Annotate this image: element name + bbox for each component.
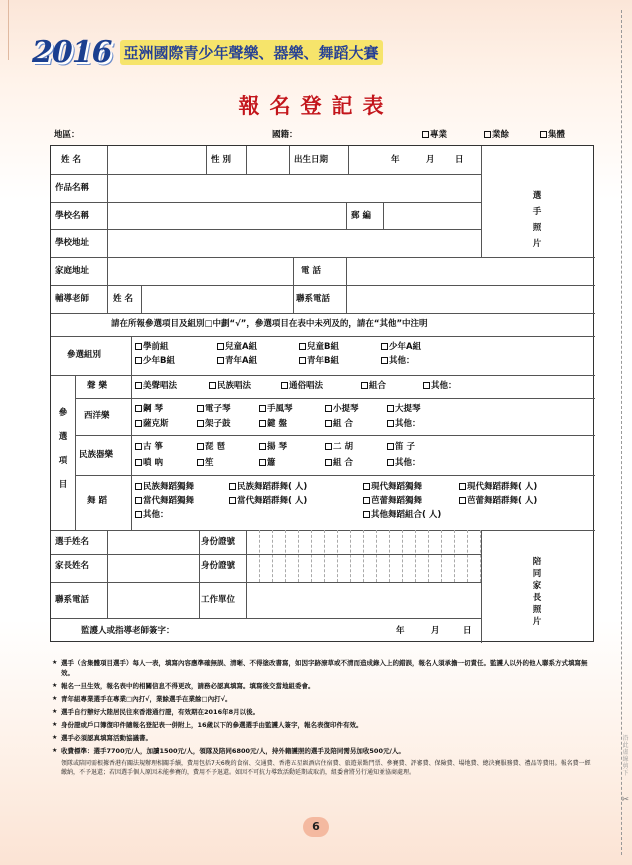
scissors-icon: ✂: [621, 795, 629, 805]
checkbox-icon: [459, 497, 466, 504]
checkbox-icon: [325, 459, 332, 466]
parent-photo-label: 陪同家長照片: [532, 557, 542, 627]
note-item: ★ 選手自行辦好大陸居民往來香港通行證，有效期在2016年8月以後。: [52, 707, 592, 717]
checkbox-option[interactable]: [229, 482, 307, 493]
checkbox-icon: [229, 497, 236, 504]
checkbox-icon: [197, 459, 204, 466]
checkbox-label: 其他舞蹈組合( 人): [371, 510, 442, 520]
contact-phone-label: 聯系電話: [296, 294, 331, 304]
note-item: ★ 選手（含集體項目選手）每人一表，填寫內容應準確無誤、清晰、不得塗改書寫，如因字跡潦草或不清而造成錄入上的錯誤，報名人須承擔一切責任。監護人以外的他人聯系方式填寫無效。: [52, 658, 592, 678]
checkbox-icon: [259, 459, 266, 466]
chinese-l1-options: [135, 442, 475, 454]
checkbox-option[interactable]: [135, 342, 169, 353]
chinese-l2-options: [135, 458, 475, 470]
checkbox-option[interactable]: [229, 496, 307, 507]
id-number-digit-grid[interactable]: [247, 530, 481, 582]
checkbox-label: 當代舞蹈獨舞: [143, 496, 195, 506]
checkbox-icon: [135, 497, 142, 504]
checkbox-icon: [135, 443, 142, 450]
cut-line-label: 沿此虛線剪下: [622, 735, 629, 777]
checkbox-icon: [135, 382, 142, 389]
checkbox-option[interactable]: [363, 510, 441, 521]
checkbox-label: 古 箏: [143, 442, 163, 452]
checkbox-option[interactable]: [325, 419, 353, 430]
checkbox-label: 青年B組: [307, 356, 339, 366]
checkbox-option[interactable]: [135, 482, 194, 493]
postal-code-label: 郵 編: [351, 211, 371, 221]
checkbox-icon: [387, 405, 394, 412]
teacher-name-label: 姓 名: [113, 294, 133, 304]
nationality-label: 國籍：: [272, 130, 298, 140]
note-item: ★ 選手必須認真填寫活動協議書。: [52, 733, 592, 743]
checkbox-option[interactable]: [299, 342, 339, 353]
checkbox-label: 薩克斯: [143, 419, 169, 429]
checkbox-label: 其他：: [143, 510, 169, 520]
teacher-label: 輔導老師: [55, 294, 90, 304]
fee-fine-print: 領隊或陪同需根據香港有關法規辦理相關手續，費用包括7天6晚的食宿、交通費、香港五星級酒店住宿費、旅遊景點門票、參賽費、評審費、保險費、場地費、總決賽服務費、禮品等費用。報名費一經繳納，不予退還；若因選手個人原因未能參賽的，費用不予退還。如因不可抗力導致活動延期或取消，組委會將另行通知並協商處理。: [61, 760, 591, 776]
checkbox-label: 青年A組: [225, 356, 258, 366]
western-l1-options: [135, 404, 475, 416]
checkbox-icon: [281, 382, 288, 389]
checkbox-label: 民族唱法: [217, 381, 252, 391]
checkbox-label: 鍵 盤: [267, 419, 287, 429]
checkbox-option[interactable]: [361, 381, 386, 392]
id-number-label-2: 身份證號: [201, 561, 236, 571]
checkbox-label: 笛 子: [395, 442, 415, 452]
checkbox-label: 琵 琶: [205, 442, 225, 452]
checkbox-icon: [387, 443, 394, 450]
checkbox-option[interactable]: [299, 356, 339, 367]
checkbox-icon: [197, 443, 204, 450]
checkbox-label: 其他：: [395, 419, 421, 429]
parent-name-label: 家長姓名: [55, 561, 90, 571]
player-photo-label: 選手照片: [532, 191, 542, 249]
work-unit-label: 工作單位: [201, 595, 236, 605]
checkbox-icon: [387, 420, 394, 427]
checkbox-icon: [135, 420, 142, 427]
checkbox-label: 兒童A組: [225, 342, 258, 352]
checkbox-icon: [299, 357, 306, 364]
checkbox-option[interactable]: [325, 458, 353, 469]
checkbox-icon: [540, 131, 547, 138]
checkbox-option[interactable]: [259, 458, 276, 469]
checkbox-label: 現代舞蹈獨舞: [371, 482, 423, 492]
checkbox-option[interactable]: [135, 496, 194, 507]
checkbox-option[interactable]: [135, 442, 163, 453]
checkbox-option[interactable]: [381, 342, 421, 353]
checkbox-option[interactable]: [135, 356, 175, 367]
checkbox-icon: [363, 497, 370, 504]
dance-l2-options: [135, 496, 538, 508]
page-corner-line: [8, 0, 9, 60]
birth-label: 出生日期: [294, 155, 329, 165]
event-header: [32, 34, 383, 70]
checkbox-label: 二 胡: [333, 442, 353, 452]
birth-year-label: 年: [391, 155, 400, 165]
form-meta-row: [54, 128, 592, 142]
birth-day-label: 日: [455, 155, 464, 165]
checkbox-label: 其他：: [395, 458, 421, 468]
name-label: 姓 名: [61, 155, 81, 165]
checkbox-icon: [259, 405, 266, 412]
checkbox-option[interactable]: [135, 419, 169, 430]
checkbox-icon: [259, 443, 266, 450]
header-year: 2016: [32, 34, 112, 70]
school-name-label: 學校名稱: [55, 211, 90, 221]
checkbox-label: 美聲唱法: [143, 381, 178, 391]
guardian-contact-label: 聯系電話: [55, 595, 90, 605]
checkbox-icon: [197, 405, 204, 412]
note-item: ★ 收費標準：選手7700元/人，加讀1500元/人，領隊及陪同6800元/人，持外籍護照的選手及陪同需另加收500元/人。: [52, 746, 592, 756]
checkbox-label: 簫: [267, 458, 276, 468]
sign-year-label: 年: [396, 626, 405, 636]
option-professional[interactable]: 專業: [422, 128, 447, 140]
checkbox-icon: [299, 343, 306, 350]
form-title: 報名登記表: [238, 93, 394, 118]
checkbox-label: 少年B組: [143, 356, 175, 366]
checkbox-icon: [387, 459, 394, 466]
checkbox-option[interactable]: [259, 404, 293, 415]
checkbox-label: 現代舞蹈群舞( 人): [467, 482, 538, 492]
checkbox-option[interactable]: [135, 381, 177, 392]
checkbox-option[interactable]: [387, 404, 421, 415]
checkbox-option[interactable]: [259, 442, 287, 453]
checkbox-label: 手風琴: [267, 404, 293, 414]
checkbox-icon: [484, 131, 491, 138]
checkbox-icon: [363, 511, 370, 518]
gender-label: 性 別: [211, 155, 231, 165]
group-label: 參選組別: [67, 350, 102, 360]
checkbox-option[interactable]: [423, 381, 457, 392]
phone-label: 電 話: [301, 266, 321, 276]
checkbox-option[interactable]: [387, 442, 415, 453]
checkbox-icon: [217, 343, 224, 350]
checkbox-label: 嗩 吶: [143, 458, 163, 468]
checkbox-label: 組 合: [333, 458, 353, 468]
checkbox-label: 民族舞蹈群舞( 人): [237, 482, 308, 492]
checkbox-option[interactable]: [459, 496, 537, 507]
option-amateur[interactable]: 業餘: [484, 128, 509, 140]
home-address-label: 家庭地址: [55, 266, 90, 276]
checkbox-icon: [135, 511, 142, 518]
instruction-text: 請在所報參選項目及組別□中劃“√”，參選項目在表中未列及的，請在“其他”中注明: [111, 319, 428, 329]
checkbox-icon: [325, 420, 332, 427]
work-title-label: 作品名稱: [55, 183, 90, 193]
checkbox-option[interactable]: [197, 404, 231, 415]
school-address-label: 學校地址: [55, 238, 90, 248]
checkbox-icon: [135, 343, 142, 350]
checkbox-option[interactable]: [217, 342, 257, 353]
dance-label: 舞 蹈: [87, 496, 107, 506]
checkbox-icon: [423, 382, 430, 389]
checkbox-icon: [422, 131, 429, 138]
checkbox-option[interactable]: [135, 404, 163, 415]
checkbox-option[interactable]: [459, 482, 537, 493]
checkbox-label: 鋼 琴: [143, 404, 163, 414]
note-item: ★ 身份證或戶口簿復印件隨報名登記表一併附上，16歲以下的參選選手由監護人簽字，報名表復印件有效。: [52, 720, 592, 730]
id-number-label-1: 身份證號: [201, 537, 236, 547]
checkbox-option[interactable]: [325, 404, 359, 415]
checkbox-icon: [209, 382, 216, 389]
checkbox-option[interactable]: [387, 458, 421, 469]
checkbox-icon: [135, 459, 142, 466]
checkbox-icon: [135, 357, 142, 364]
note-item: ★ 報名一旦生效，報名表中的相關信息不得更改，請務必認真填寫。填寫後交當地組委會。: [52, 681, 592, 691]
checkbox-icon: [381, 343, 388, 350]
checkbox-icon: [363, 483, 370, 490]
checkbox-option[interactable]: [281, 381, 323, 392]
checkbox-label: 學前組: [143, 342, 169, 352]
option-group[interactable]: 集體: [540, 128, 565, 140]
group-l1-options: [135, 342, 475, 354]
header-event-name: 亞洲國際青少年聲樂、器樂、舞蹈大賽: [120, 40, 383, 65]
vocal-label: 聲 樂: [87, 381, 107, 391]
registration-form-table: [50, 145, 594, 642]
player-name-label: 選手姓名: [55, 537, 90, 547]
checkbox-option[interactable]: [387, 419, 421, 430]
checkbox-option[interactable]: [259, 419, 287, 430]
checkbox-icon: [135, 405, 142, 412]
checkbox-icon: [361, 382, 368, 389]
group-l2-options: [135, 356, 475, 368]
checkbox-icon: [325, 405, 332, 412]
note-item: ★ 青年組專業選手在專業□內打√，業餘選手在業餘□內打√。: [52, 694, 592, 704]
notes-section: [52, 658, 592, 777]
dance-l1-options: [135, 482, 538, 494]
checkbox-label: 電子琴: [205, 404, 231, 414]
checkbox-option[interactable]: [197, 419, 231, 430]
checkbox-icon: [259, 420, 266, 427]
sign-day-label: 日: [463, 626, 472, 636]
checkbox-option[interactable]: [197, 458, 214, 469]
checkbox-label: 兒童B組: [307, 342, 339, 352]
checkbox-option[interactable]: [135, 458, 163, 469]
chinese-label: 民族器樂: [79, 450, 114, 460]
category-label: 參選項目: [58, 408, 68, 490]
vocal-l1-options: [135, 381, 475, 393]
checkbox-label: 揚 琴: [267, 442, 287, 452]
western-l2-options: [135, 419, 475, 431]
checkbox-option[interactable]: [381, 356, 415, 367]
checkbox-icon: [229, 483, 236, 490]
checkbox-label: 當代舞蹈群舞( 人): [237, 496, 308, 506]
western-label: 西洋樂: [84, 411, 110, 421]
checkbox-option[interactable]: [363, 496, 422, 507]
checkbox-label: 芭蕾舞蹈群舞( 人): [467, 496, 538, 506]
dance-l3-options: [135, 510, 475, 522]
checkbox-label: 大提琴: [395, 404, 421, 414]
checkbox-option[interactable]: [135, 510, 169, 521]
checkbox-option[interactable]: [325, 442, 353, 453]
checkbox-option[interactable]: [217, 356, 257, 367]
checkbox-label: 架子鼓: [205, 419, 231, 429]
cut-dashed-line: [621, 10, 622, 855]
checkbox-label: 通俗唱法: [289, 381, 324, 391]
checkbox-icon: [217, 357, 224, 364]
checkbox-label: 小提琴: [333, 404, 359, 414]
checkbox-label: 少年A組: [389, 342, 422, 352]
region-label: 地區：: [54, 130, 80, 140]
checkbox-label: 笙: [205, 458, 214, 468]
checkbox-label: 芭蕾舞蹈獨舞: [371, 496, 423, 506]
checkbox-icon: [325, 443, 332, 450]
checkbox-icon: [135, 483, 142, 490]
checkbox-label: 組合: [369, 381, 387, 391]
checkbox-label: 民族舞蹈獨舞: [143, 482, 195, 492]
checkbox-label: 其他：: [431, 381, 457, 391]
checkbox-option[interactable]: [197, 442, 225, 453]
checkbox-icon: [197, 420, 204, 427]
checkbox-icon: [381, 357, 388, 364]
checkbox-label: 其他：: [389, 356, 415, 366]
birth-month-label: 月: [426, 155, 435, 165]
checkbox-option[interactable]: [363, 482, 422, 493]
page-number: 6: [303, 817, 329, 837]
checkbox-label: 組 合: [333, 419, 353, 429]
checkbox-icon: [459, 483, 466, 490]
sign-month-label: 月: [431, 626, 440, 636]
checkbox-option[interactable]: [209, 381, 251, 392]
signature-label: 監護人或指導老師簽字：: [81, 626, 175, 636]
